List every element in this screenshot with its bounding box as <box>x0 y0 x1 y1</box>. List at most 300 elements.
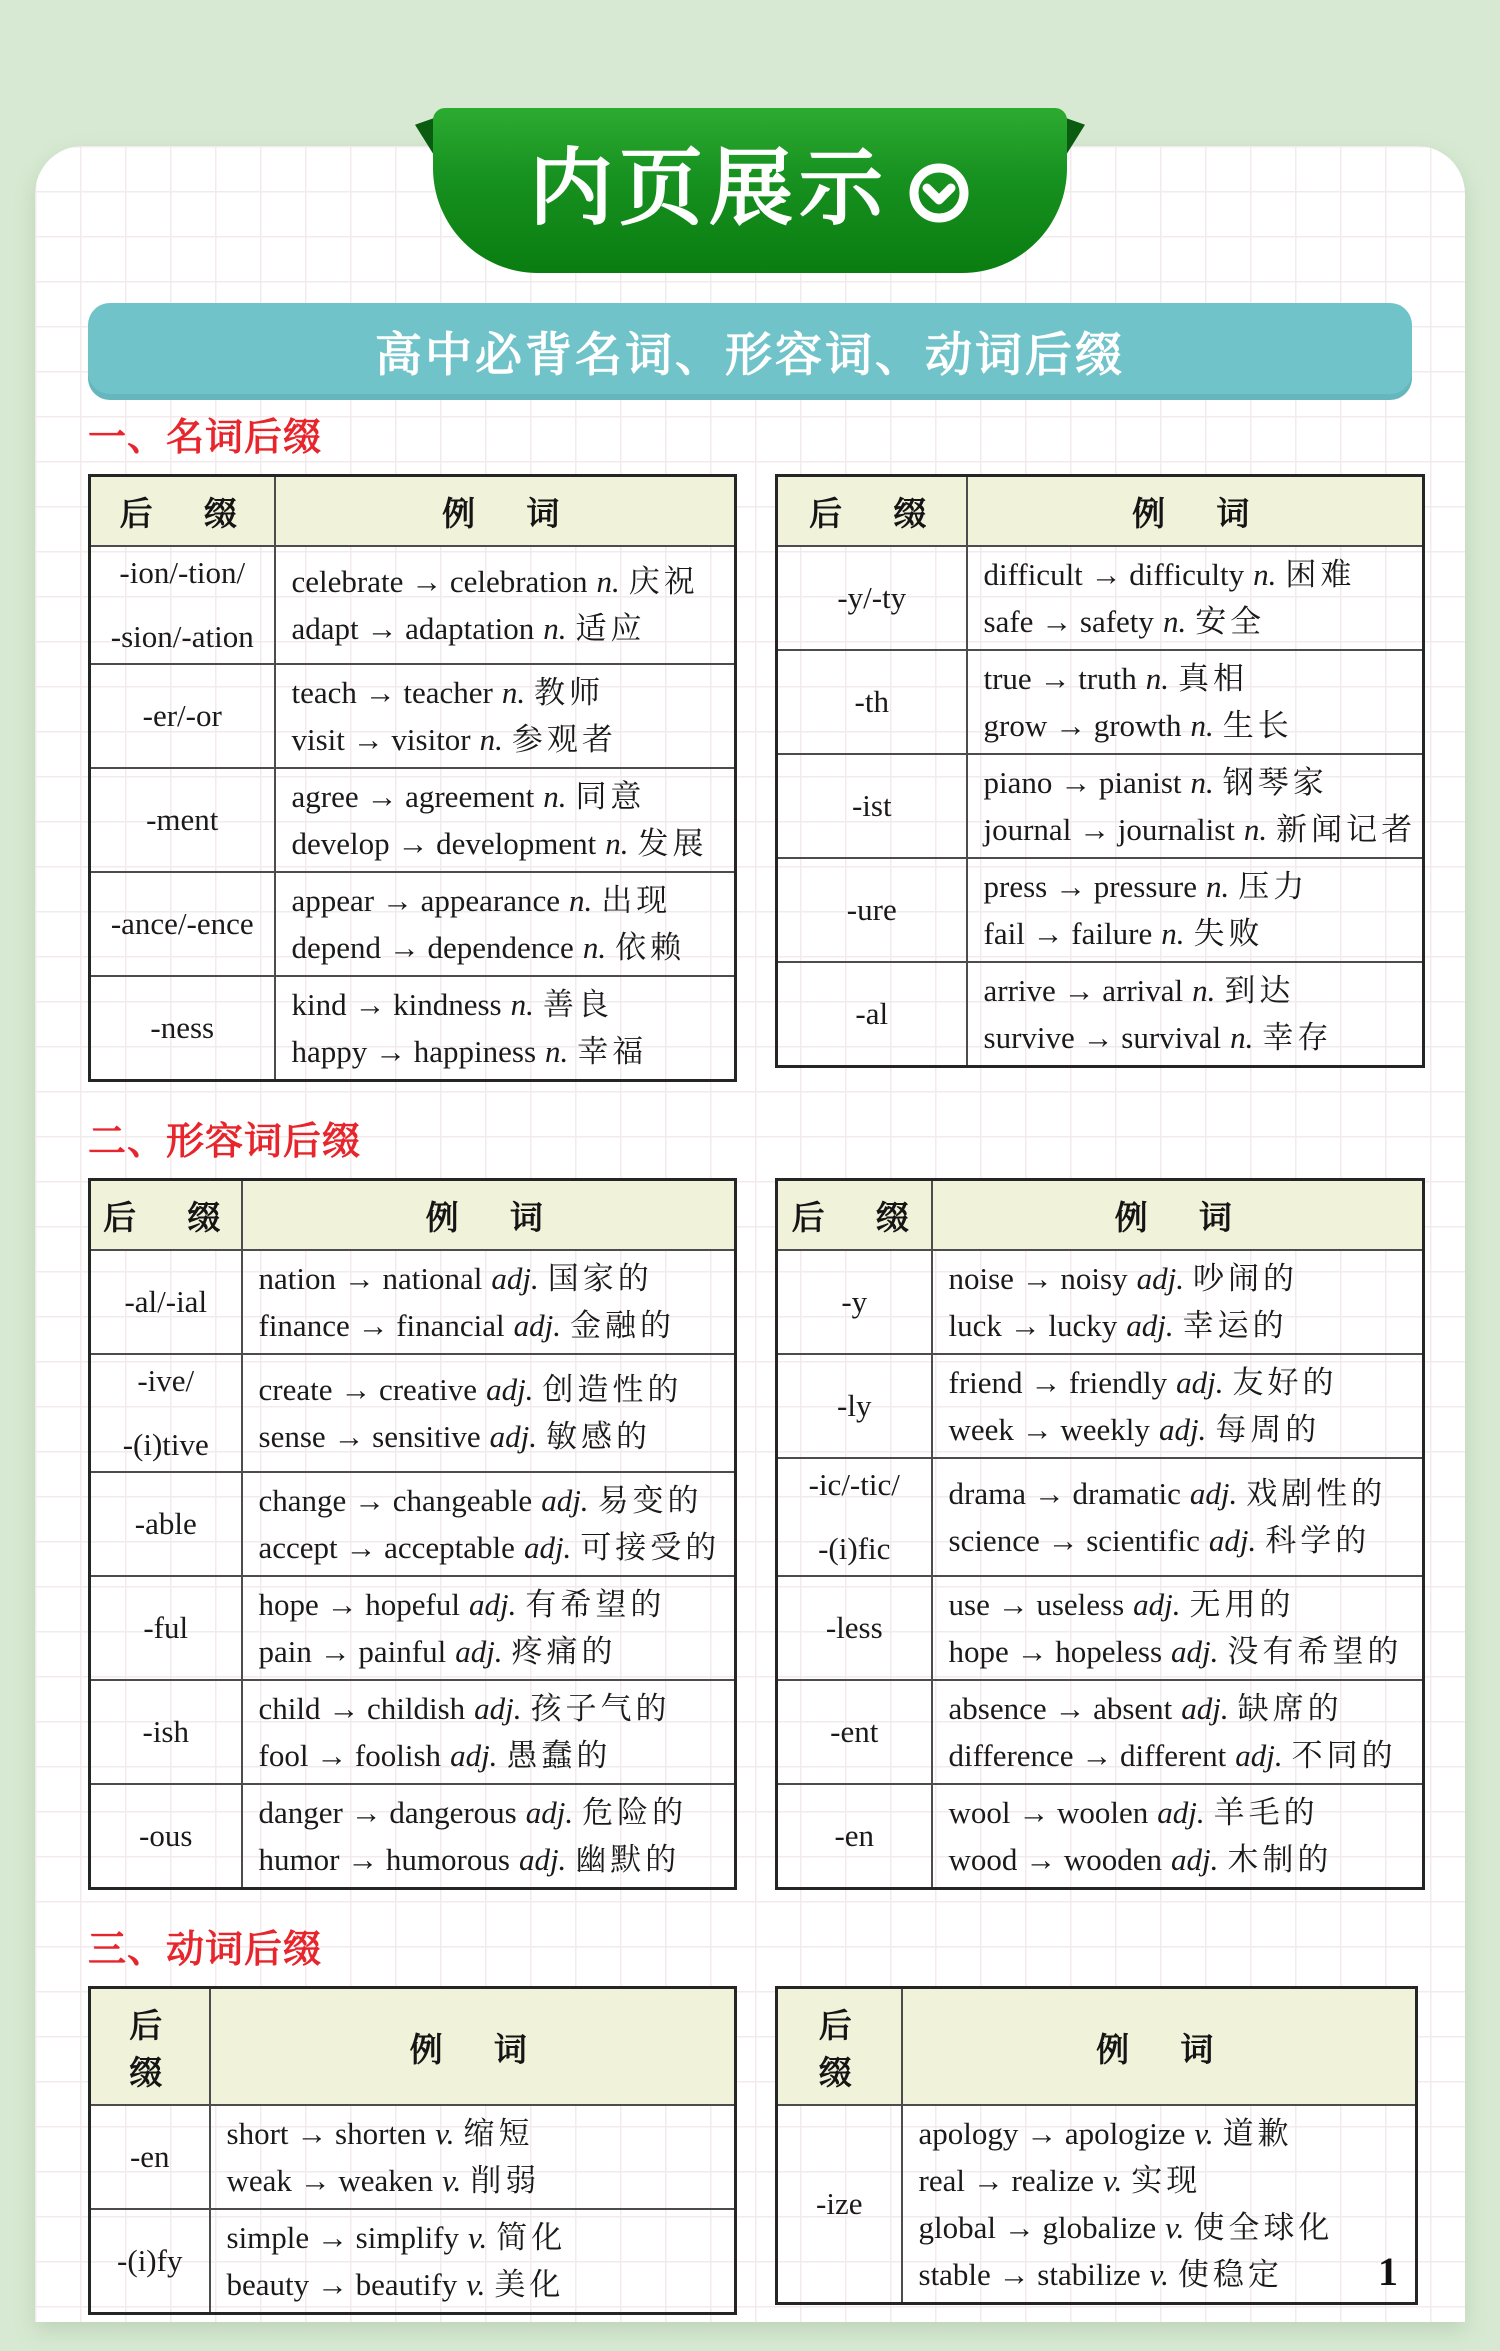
example-line <box>919 2157 1412 2204</box>
example-words: survive → survival <box>983 1020 1222 1055</box>
suffix-label: -y/-ty <box>837 580 907 615</box>
example-translation: 缺席的 <box>1237 1691 1343 1726</box>
part-of-speech: n. <box>1145 661 1169 696</box>
tables-row <box>88 1986 1425 2315</box>
table-row <box>90 546 736 664</box>
example-line <box>949 1470 1419 1517</box>
examples-cell <box>967 546 1424 650</box>
example-line <box>292 924 731 971</box>
example-words: use → useless <box>948 1587 1125 1622</box>
part-of-speech: v. <box>1165 2210 1185 2245</box>
suffix-label: -y <box>841 1284 868 1319</box>
example-line <box>259 1685 731 1732</box>
table-header-suffix: 后 缀 <box>777 476 967 547</box>
table-header-suffix: 后 缀 <box>777 1180 932 1251</box>
example-words: beauty → beautify <box>226 2267 458 2302</box>
example-line <box>919 2204 1412 2251</box>
suffix-label: -ist <box>851 788 892 823</box>
example-translation: 每周的 <box>1215 1412 1321 1447</box>
sections-container <box>88 414 1425 2351</box>
example-line <box>984 655 1419 702</box>
example-words: grow → growth <box>983 708 1182 743</box>
example-translation: 教师 <box>534 675 605 710</box>
examples-cell <box>932 1458 1424 1576</box>
part-of-speech: adj. <box>474 1691 522 1726</box>
examples-cell <box>275 546 736 664</box>
table-header-example: 例 词 <box>902 1988 1417 2106</box>
example-translation: 友好的 <box>1232 1365 1338 1400</box>
example-line <box>259 1836 731 1883</box>
example-translation: 美化 <box>494 2267 565 2302</box>
suffix-label: -ion/-tion/ <box>119 555 246 590</box>
part-of-speech: adj. <box>525 1795 574 1830</box>
table-row <box>90 1784 736 1889</box>
examples-cell <box>242 1354 736 1472</box>
example-translation: 使稳定 <box>1177 2257 1283 2292</box>
example-words: science → scientific <box>948 1523 1200 1558</box>
part-of-speech: adj. <box>1171 1634 1219 1669</box>
part-of-speech: adj. <box>1126 1308 1174 1343</box>
example-translation: 适应 <box>575 611 646 646</box>
suffix-cell <box>777 1354 932 1458</box>
examples-cell <box>902 2105 1417 2304</box>
example-words: fail → failure <box>983 916 1153 951</box>
examples-cell <box>967 962 1424 1067</box>
part-of-speech: n. <box>1161 916 1185 951</box>
example-line <box>949 1732 1419 1779</box>
example-line <box>949 1517 1419 1564</box>
suffix-label: -ent <box>830 1714 879 1749</box>
example-words: visit → visitor <box>291 722 471 757</box>
suffix-label: -al/-ial <box>124 1284 208 1319</box>
tables-row <box>88 474 1425 1082</box>
example-words: appear → appearance <box>291 883 560 918</box>
part-of-speech: n. <box>1192 973 1216 1008</box>
part-of-speech: v. <box>442 2163 462 2198</box>
example-line <box>259 1366 731 1413</box>
example-words: develop → development <box>291 826 597 861</box>
part-of-speech: n. <box>510 987 534 1022</box>
table-row <box>90 1354 736 1472</box>
suffix-label: -(i)tive <box>122 1427 209 1462</box>
example-line <box>984 806 1419 853</box>
example-translation: 易变的 <box>597 1483 703 1518</box>
example-line <box>227 2261 731 2308</box>
part-of-speech: n. <box>1190 708 1214 743</box>
example-words: agree → agreement <box>291 779 535 814</box>
part-of-speech: n. <box>543 611 567 646</box>
example-line <box>227 2157 731 2204</box>
example-line <box>259 1302 731 1349</box>
table-header-example: 例 词 <box>210 1988 736 2106</box>
suffix-cell <box>777 650 967 754</box>
table-row <box>777 2105 1417 2304</box>
part-of-speech: v. <box>1103 2163 1123 2198</box>
example-words: hope → hopeful <box>258 1587 460 1622</box>
suffix-label: -(i)fic <box>818 1531 891 1566</box>
example-translation: 危险的 <box>582 1795 688 1830</box>
suffix-table <box>88 474 737 1082</box>
example-words: finance → financial <box>258 1308 505 1343</box>
part-of-speech: adj. <box>1158 1412 1207 1447</box>
examples-cell <box>275 976 736 1081</box>
suffix-label: -al <box>855 996 889 1031</box>
suffix-label: -ize <box>816 2186 863 2221</box>
suffix-table <box>88 1986 737 2315</box>
examples-cell <box>967 650 1424 754</box>
examples-cell <box>242 1576 736 1680</box>
example-words: humor → humorous <box>258 1842 510 1877</box>
example-translation: 发展 <box>637 826 708 861</box>
suffix-cell <box>777 2105 902 2304</box>
suffix-label: -th <box>854 684 889 719</box>
suffix-cell <box>777 858 967 962</box>
suffix-cell <box>90 768 275 872</box>
example-translation: 参观者 <box>511 722 617 757</box>
section-title: 二、形容词后缀 <box>88 1121 362 1163</box>
table-row <box>777 1576 1424 1680</box>
suffix-label: -ly <box>837 1388 872 1423</box>
table-row <box>777 962 1424 1067</box>
example-line <box>949 1685 1419 1732</box>
part-of-speech: n. <box>1206 869 1230 904</box>
table-row <box>777 650 1424 754</box>
suffix-label: -ful <box>143 1610 189 1645</box>
example-line <box>949 1836 1419 1883</box>
example-words: depend → dependence <box>291 930 574 965</box>
examples-cell <box>242 1680 736 1784</box>
example-line <box>919 2251 1412 2298</box>
part-of-speech: n. <box>479 722 503 757</box>
example-line <box>984 759 1419 806</box>
examples-cell <box>275 872 736 976</box>
example-translation: 出现 <box>601 883 672 918</box>
part-of-speech: adj. <box>1181 1691 1229 1726</box>
suffix-cell <box>777 1784 932 1889</box>
example-translation: 无用的 <box>1189 1587 1295 1622</box>
examples-cell <box>275 664 736 768</box>
suffix-cell <box>777 1458 932 1576</box>
suffix-table <box>775 1178 1425 1890</box>
suffix-label: -en <box>834 1818 875 1853</box>
suffix-label: -ness <box>150 1010 215 1045</box>
example-words: piano → pianist <box>983 765 1182 800</box>
part-of-speech: adj. <box>1157 1795 1205 1830</box>
table-header-example: 例 词 <box>932 1180 1424 1251</box>
table-header-suffix: 后 缀 <box>777 1988 902 2106</box>
example-words: drama → dramatic <box>948 1476 1181 1511</box>
example-line <box>259 1789 731 1836</box>
example-line <box>949 1406 1419 1453</box>
example-translation: 有希望的 <box>525 1587 666 1622</box>
example-line <box>919 2110 1412 2157</box>
part-of-speech: n. <box>1190 765 1214 800</box>
table-row <box>90 976 736 1081</box>
table-row <box>777 546 1424 650</box>
example-words: absence → absent <box>948 1691 1173 1726</box>
tables-row <box>88 1178 1425 1890</box>
table-row <box>777 1784 1424 1889</box>
example-line <box>227 2110 731 2157</box>
suffix-label: -less <box>825 1610 883 1645</box>
example-line <box>984 1014 1419 1061</box>
suffix-cell <box>90 1576 242 1680</box>
example-words: teach → teacher <box>291 675 493 710</box>
example-words: difference → different <box>948 1738 1227 1773</box>
table-header-example: 例 词 <box>242 1180 736 1251</box>
example-line <box>292 773 731 820</box>
example-words: journal → journalist <box>983 812 1235 847</box>
example-translation: 幸运的 <box>1182 1308 1288 1343</box>
table-row <box>777 1354 1424 1458</box>
part-of-speech: adj. <box>1176 1365 1224 1400</box>
example-translation: 金融的 <box>570 1308 676 1343</box>
examples-cell <box>967 858 1424 962</box>
suffix-label: -able <box>134 1506 197 1541</box>
example-translation: 戏剧性的 <box>1246 1476 1387 1511</box>
table-row <box>777 1250 1424 1354</box>
example-translation: 吵闹的 <box>1193 1261 1298 1296</box>
example-words: happy → happiness <box>291 1034 537 1069</box>
table-row <box>90 768 736 872</box>
suffix-cell <box>90 872 275 976</box>
suffix-cell <box>777 962 967 1067</box>
example-words: fool → foolish <box>258 1738 442 1773</box>
example-translation: 同意 <box>575 779 646 814</box>
example-words: celebrate → celebration <box>291 564 588 599</box>
example-line <box>949 1628 1419 1675</box>
table-header-suffix: 后 缀 <box>90 476 275 547</box>
part-of-speech: v. <box>1149 2257 1169 2292</box>
part-of-speech: v. <box>1194 2116 1214 2151</box>
table-row <box>90 2209 736 2314</box>
part-of-speech: adj. <box>450 1738 498 1773</box>
part-of-speech: n. <box>1243 812 1268 847</box>
example-words: arrive → arrival <box>983 973 1184 1008</box>
example-translation: 国家的 <box>547 1261 653 1296</box>
example-translation: 失败 <box>1193 916 1264 951</box>
section-title: 三、动词后缀 <box>88 1929 323 1971</box>
example-translation: 敏感的 <box>546 1419 652 1454</box>
suffix-label: -er/-or <box>142 698 222 733</box>
example-line <box>292 716 731 763</box>
example-translation: 疼痛的 <box>511 1634 617 1669</box>
part-of-speech: v. <box>435 2116 455 2151</box>
example-line <box>259 1732 731 1779</box>
table-row <box>90 664 736 768</box>
example-translation: 生长 <box>1222 708 1293 743</box>
part-of-speech: adj. <box>513 1308 562 1343</box>
suffix-cell <box>90 546 275 664</box>
example-words: stable → stabilize <box>918 2257 1141 2292</box>
table-header-suffix: 后 缀 <box>90 1988 210 2106</box>
example-words: real → realize <box>918 2163 1095 2198</box>
suffix-label: -sion/-ation <box>110 619 254 654</box>
example-translation: 依赖 <box>615 930 686 965</box>
suffix-cell <box>90 2105 210 2209</box>
table-row <box>90 1250 736 1354</box>
example-words: adapt → adaptation <box>291 611 535 646</box>
table-header-example: 例 词 <box>967 476 1424 547</box>
page-title: 内页展示 <box>528 140 889 235</box>
suffix-cell <box>777 1576 932 1680</box>
suffix-cell <box>90 1354 242 1472</box>
example-line <box>984 910 1419 957</box>
example-translation: 木制的 <box>1227 1842 1333 1877</box>
example-translation: 幸福 <box>577 1034 648 1069</box>
suffix-cell <box>90 1784 242 1889</box>
example-translation: 实现 <box>1131 2163 1202 2198</box>
example-line <box>227 2214 731 2261</box>
example-translation: 安全 <box>1195 604 1266 639</box>
example-line <box>984 967 1419 1014</box>
example-line <box>259 1581 731 1628</box>
table-row <box>90 1680 736 1784</box>
suffix-label: -ure <box>846 892 897 927</box>
table-row <box>90 872 736 976</box>
suffix-cell <box>90 1680 242 1784</box>
suffix-label: -(i)fy <box>117 2243 183 2278</box>
suffix-cell <box>90 1250 242 1354</box>
example-words: sense → sensitive <box>258 1419 481 1454</box>
example-words: wool → woolen <box>948 1795 1149 1830</box>
part-of-speech: n. <box>501 675 526 710</box>
example-words: short → shorten <box>226 2116 427 2151</box>
example-translation: 道歉 <box>1222 2116 1293 2151</box>
part-of-speech: n. <box>1230 1020 1254 1055</box>
example-words: change → changeable <box>258 1483 533 1518</box>
example-line <box>292 981 731 1028</box>
example-translation: 缩短 <box>463 2116 534 2151</box>
part-of-speech: adj. <box>1235 1738 1283 1773</box>
part-of-speech: n. <box>605 826 629 861</box>
suffix-label: -en <box>129 2139 170 2174</box>
table-row <box>90 1472 736 1576</box>
chevron-down-circle-icon <box>907 161 971 225</box>
table-row <box>777 1680 1424 1784</box>
examples-cell <box>967 754 1424 858</box>
table-header-suffix: 后 缀 <box>90 1180 242 1251</box>
part-of-speech: n. <box>545 1034 569 1069</box>
example-words: true → truth <box>983 661 1137 696</box>
part-of-speech: adj. <box>518 1842 567 1877</box>
example-translation: 愚蠢的 <box>506 1738 612 1773</box>
suffix-cell <box>777 546 967 650</box>
example-words: wood → wooden <box>948 1842 1163 1877</box>
example-words: week → weekly <box>948 1412 1150 1447</box>
example-words: simple → simplify <box>226 2220 459 2255</box>
example-line <box>292 1028 731 1075</box>
part-of-speech: adj. <box>1208 1523 1257 1558</box>
example-words: hope → hopeless <box>948 1634 1163 1669</box>
ribbon-body <box>433 108 1067 273</box>
suffix-cell <box>90 664 275 768</box>
part-of-speech: n. <box>1253 557 1277 592</box>
example-translation: 创造性的 <box>542 1372 683 1407</box>
part-of-speech: n. <box>596 564 620 599</box>
suffix-label: -ish <box>142 1714 189 1749</box>
example-line <box>259 1413 731 1460</box>
example-translation: 真相 <box>1178 661 1248 696</box>
table-row <box>777 858 1424 962</box>
example-line <box>949 1789 1419 1836</box>
part-of-speech: adj. <box>489 1419 538 1454</box>
example-words: child → childish <box>258 1691 466 1726</box>
table-header-example: 例 词 <box>275 476 736 547</box>
example-words: noise → noisy <box>948 1261 1128 1296</box>
part-of-speech: adj. <box>1171 1842 1219 1877</box>
table-row <box>777 754 1424 858</box>
example-translation: 孩子气的 <box>530 1691 671 1726</box>
example-translation: 羊毛的 <box>1213 1795 1319 1830</box>
examples-cell <box>242 1472 736 1576</box>
section-title: 一、名词后缀 <box>88 417 323 459</box>
example-translation: 可接受的 <box>580 1530 721 1565</box>
suffix-table <box>775 474 1425 1068</box>
examples-cell <box>242 1784 736 1889</box>
table-row <box>777 1458 1424 1576</box>
part-of-speech: adj. <box>1133 1587 1181 1622</box>
suffix-cell <box>777 1680 932 1784</box>
example-words: friend → friendly <box>948 1365 1168 1400</box>
example-words: safe → safety <box>983 604 1154 639</box>
example-words: apology → apologize <box>918 2116 1186 2151</box>
example-line <box>292 558 731 605</box>
part-of-speech: v. <box>468 2220 488 2255</box>
example-translation: 善良 <box>542 987 613 1022</box>
example-translation: 削弱 <box>470 2163 541 2198</box>
example-words: kind → kindness <box>291 987 502 1022</box>
example-translation: 科学的 <box>1265 1523 1371 1558</box>
example-line <box>259 1524 731 1571</box>
example-words: danger → dangerous <box>258 1795 517 1830</box>
example-line <box>984 702 1419 749</box>
example-line <box>984 863 1419 910</box>
suffix-cell <box>777 1250 932 1354</box>
suffix-table <box>775 1986 1418 2305</box>
example-line <box>259 1628 731 1675</box>
example-line <box>292 605 731 652</box>
examples-cell <box>932 1250 1424 1354</box>
part-of-speech: n. <box>1162 604 1187 639</box>
example-line <box>949 1255 1419 1302</box>
part-of-speech: adj. <box>1189 1476 1238 1511</box>
suffix-section <box>88 1118 1425 1890</box>
example-words: accept → acceptable <box>258 1530 515 1565</box>
example-translation: 简化 <box>496 2220 567 2255</box>
example-words: press → pressure <box>983 869 1198 904</box>
suffix-cell <box>777 754 967 858</box>
example-words: create → creative <box>258 1372 478 1407</box>
suffix-table <box>88 1178 737 1890</box>
suffix-cell <box>90 2209 210 2314</box>
suffix-section <box>88 414 1425 1082</box>
examples-cell <box>242 1250 736 1354</box>
example-line <box>292 820 731 867</box>
part-of-speech: adj. <box>491 1261 539 1296</box>
example-line <box>984 598 1419 645</box>
part-of-speech: n. <box>582 930 607 965</box>
example-translation: 困难 <box>1285 557 1356 592</box>
suffix-label: -ive/ <box>137 1363 195 1398</box>
example-words: pain → painful <box>258 1634 447 1669</box>
examples-cell <box>932 1576 1424 1680</box>
example-translation: 庆祝 <box>628 564 699 599</box>
example-words: difficult → difficulty <box>983 557 1245 592</box>
example-translation: 压力 <box>1238 869 1309 904</box>
suffix-cell <box>90 976 275 1081</box>
suffix-label: -ous <box>139 1818 193 1853</box>
